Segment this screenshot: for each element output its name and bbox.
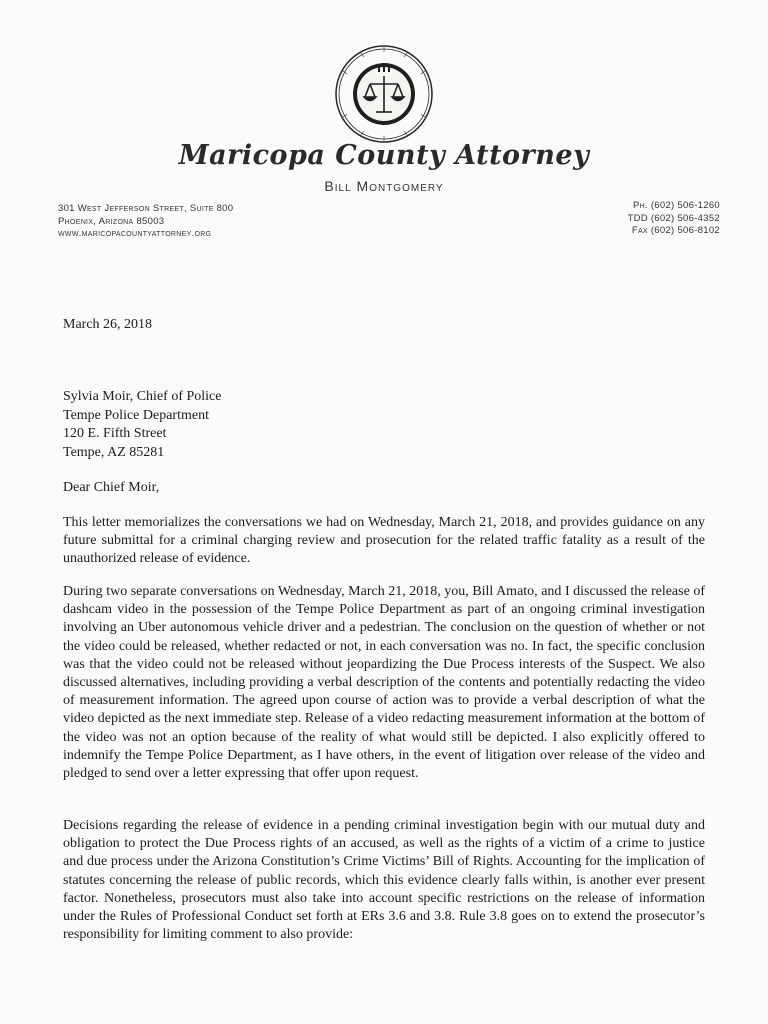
recipient-name: Sylvia Moir, Chief of Police bbox=[63, 389, 222, 404]
address-line: Phoenix, Arizona 85003 bbox=[58, 215, 165, 227]
recipient-organization: Tempe Police Department bbox=[63, 407, 209, 423]
letter-date: March 26, 2018 bbox=[63, 317, 153, 332]
body-paragraph-3: Decisions regarding the release of evidence in a pending criminal investigation begin with our mutual duty and obligation to protect the Due Process rights of an accused, as well as the rights of a victim of a crime to justice and due process under the Arizona Constitution’s Crime Victims’ Bill of Rights. Accounting for the implication of statutes concerning the release of public records, which this evidence clearly falls within, is another ever present factor. Nonetheless, prosecutors must also take into account specific restrictions on the release of information under the Rules of Professional Conduct set forth at ERs 3.6 and 3.8. Rule 3.8 goes on to extend the prosecutor’s responsibility for limiting comment to also provide: bbox=[63, 818, 705, 943]
phone-number: Ph. (602) 506-1260 bbox=[632, 200, 720, 211]
website-link[interactable]: www.maricopacountyattorney.org bbox=[58, 228, 212, 239]
office-address bbox=[58, 203, 233, 241]
salutation: Dear Chief Moir, bbox=[63, 480, 160, 495]
scales-of-justice-icon bbox=[334, 44, 434, 144]
tdd-number: TDD (602) 506-4352 bbox=[627, 212, 720, 224]
address-line: 301 West Jefferson Street, Suite 800 bbox=[58, 203, 234, 214]
office-title: Maricopa County Attorney bbox=[178, 140, 590, 171]
body-paragraph-1: This letter memorializes the conversations we had on Wednesday, March 21, 2018, and provides guidance on any future submittal for a criminal charging review and prosecution for the related traffic fatality as a result of the unauthorized release of evidence. bbox=[63, 515, 705, 567]
county-attorney-seal bbox=[334, 44, 434, 144]
body-paragraph-2: During two separate conversations on Wednesday, March 21, 2018, you, Bill Amato, and I discussed the release of dashcam video in the possession of the Tempe Police Department as part of an ongoing criminal investigation involving an Uber autonomous vehicle driver and a pedestrian. The conclusion on the question of whether or not the video could be released, whether redacted or not, in each conversation was no. In fact, the specific conclusion was that the video could not be released without jeopardizing the Due Process interests of the Suspect. We also discussed alternatives, including providing a verbal description of the contents and potentially redacting the video of measurement information. The agreed upon course of action was to provide a verbal description of what the video depicted as the next immediate step. Release of a video redacting measurement information at the bottom of the video was not an option because of the reality of what would still be depicted. I also explicitly offered to indemnify the Tempe Police Department, as I have others, in the event of litigation over release of the video and pledged to send over a letter expressing that offer upon request. bbox=[63, 584, 705, 782]
recipient-block bbox=[63, 388, 221, 462]
recipient-street: 120 E. Fifth Street bbox=[63, 426, 167, 441]
fax-number: Fax (602) 506-8102 bbox=[631, 225, 720, 236]
attorney-name: Bill Montgomery bbox=[324, 178, 444, 194]
recipient-city: Tempe, AZ 85281 bbox=[63, 444, 165, 460]
office-contact-numbers bbox=[627, 200, 720, 238]
